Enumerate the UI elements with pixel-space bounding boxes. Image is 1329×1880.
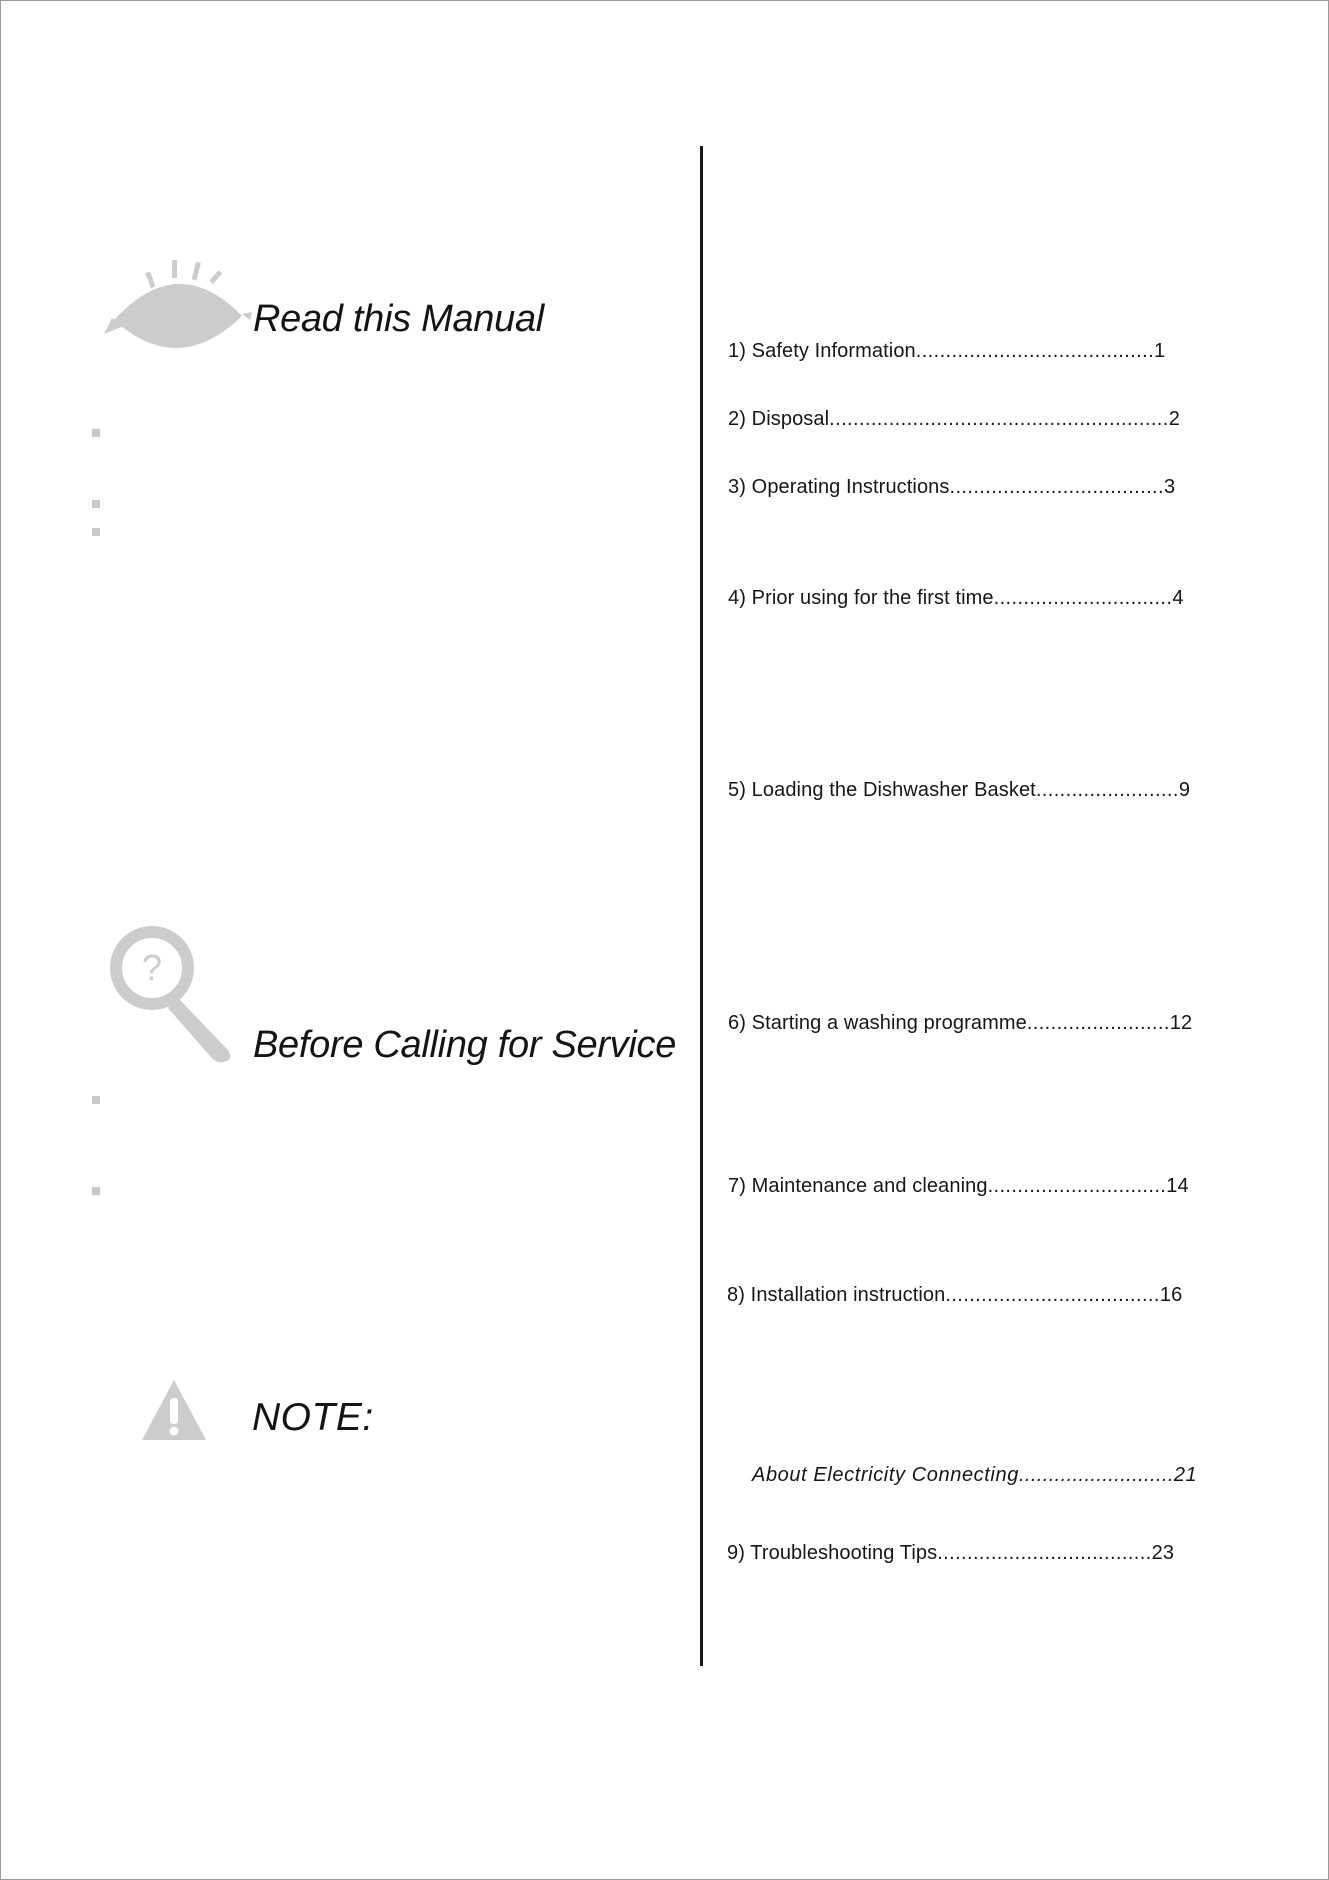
toc-leader-dots: ..........................: [1018, 1464, 1174, 1486]
toc-page: 14: [1166, 1175, 1189, 1197]
toc-page: 3: [1163, 476, 1176, 498]
toc-page: 21: [1173, 1464, 1198, 1486]
toc-number: 2): [728, 408, 746, 430]
toc-page: 23: [1151, 1542, 1175, 1564]
toc-number: 3): [728, 476, 746, 498]
toc-number: 1): [728, 340, 746, 362]
toc-leader-dots: ........................: [1026, 1012, 1170, 1034]
toc-leader-dots: ..............................: [993, 587, 1173, 609]
before-service-heading: Before Calling for Service: [253, 1024, 677, 1066]
bullet: [92, 528, 100, 536]
eye-icon: [104, 258, 252, 350]
toc-title: Disposal: [751, 408, 830, 430]
toc-number: 8): [727, 1284, 745, 1306]
toc-leader-dots: ..............................: [987, 1175, 1167, 1197]
toc-number: 6): [728, 1012, 746, 1034]
toc-entry: [728, 587, 1184, 610]
toc-leader-dots: ....................................: [949, 476, 1164, 498]
toc-title: Troubleshooting Tips: [750, 1542, 938, 1564]
note-heading: NOTE:: [252, 1396, 374, 1439]
toc-page: 1: [1154, 340, 1166, 362]
bullet: [92, 1096, 100, 1104]
toc-entry: [728, 1012, 1192, 1035]
svg-text:?: ?: [141, 947, 163, 988]
toc-leader-dots: ....................................: [945, 1284, 1160, 1306]
toc-number: 5): [728, 779, 746, 801]
toc-page: 2: [1168, 408, 1180, 430]
toc-page: 9: [1178, 779, 1191, 801]
toc-title: Maintenance and cleaning: [751, 1175, 988, 1197]
bullet: [92, 500, 100, 508]
toc-title: Prior using for the first time: [751, 587, 994, 609]
toc-title: Loading the Dishwasher Basket: [751, 779, 1036, 801]
toc-subentry: [752, 1464, 1197, 1487]
toc-entry: [727, 1542, 1174, 1565]
toc-entry: [728, 340, 1165, 363]
toc-leader-dots: ........................................: [915, 340, 1155, 362]
toc-entry: [727, 1284, 1182, 1307]
toc-entry: [728, 476, 1175, 499]
toc-title: Operating Instructions: [751, 476, 950, 498]
toc-page: 12: [1169, 1012, 1193, 1034]
toc-entry: [728, 408, 1180, 431]
toc-entry: [728, 1175, 1189, 1198]
toc-entry: [728, 779, 1190, 802]
toc-title: Starting a washing programme: [751, 1012, 1027, 1034]
column-divider: [700, 146, 703, 1666]
toc-leader-dots: ....................................: [937, 1542, 1152, 1564]
toc-page: 16: [1159, 1284, 1183, 1306]
bullet: [92, 1187, 100, 1195]
toc-title: About Electricity Connecting: [752, 1464, 1019, 1486]
toc-title: Installation instruction: [750, 1284, 946, 1306]
toc-number: 4): [728, 587, 746, 609]
bullet: [92, 429, 100, 437]
toc-leader-dots: ........................: [1035, 779, 1179, 801]
toc-number: 7): [728, 1175, 746, 1197]
magnifier-question-icon: [108, 924, 240, 1066]
toc-leader-dots: .........................................................: [829, 408, 1169, 430]
warning-triangle-icon: [140, 1378, 208, 1442]
toc-number: 9): [727, 1542, 745, 1564]
read-manual-heading: Read this Manual: [253, 298, 544, 340]
toc-page: 4: [1172, 587, 1184, 609]
toc-title: Safety Information: [751, 340, 916, 362]
